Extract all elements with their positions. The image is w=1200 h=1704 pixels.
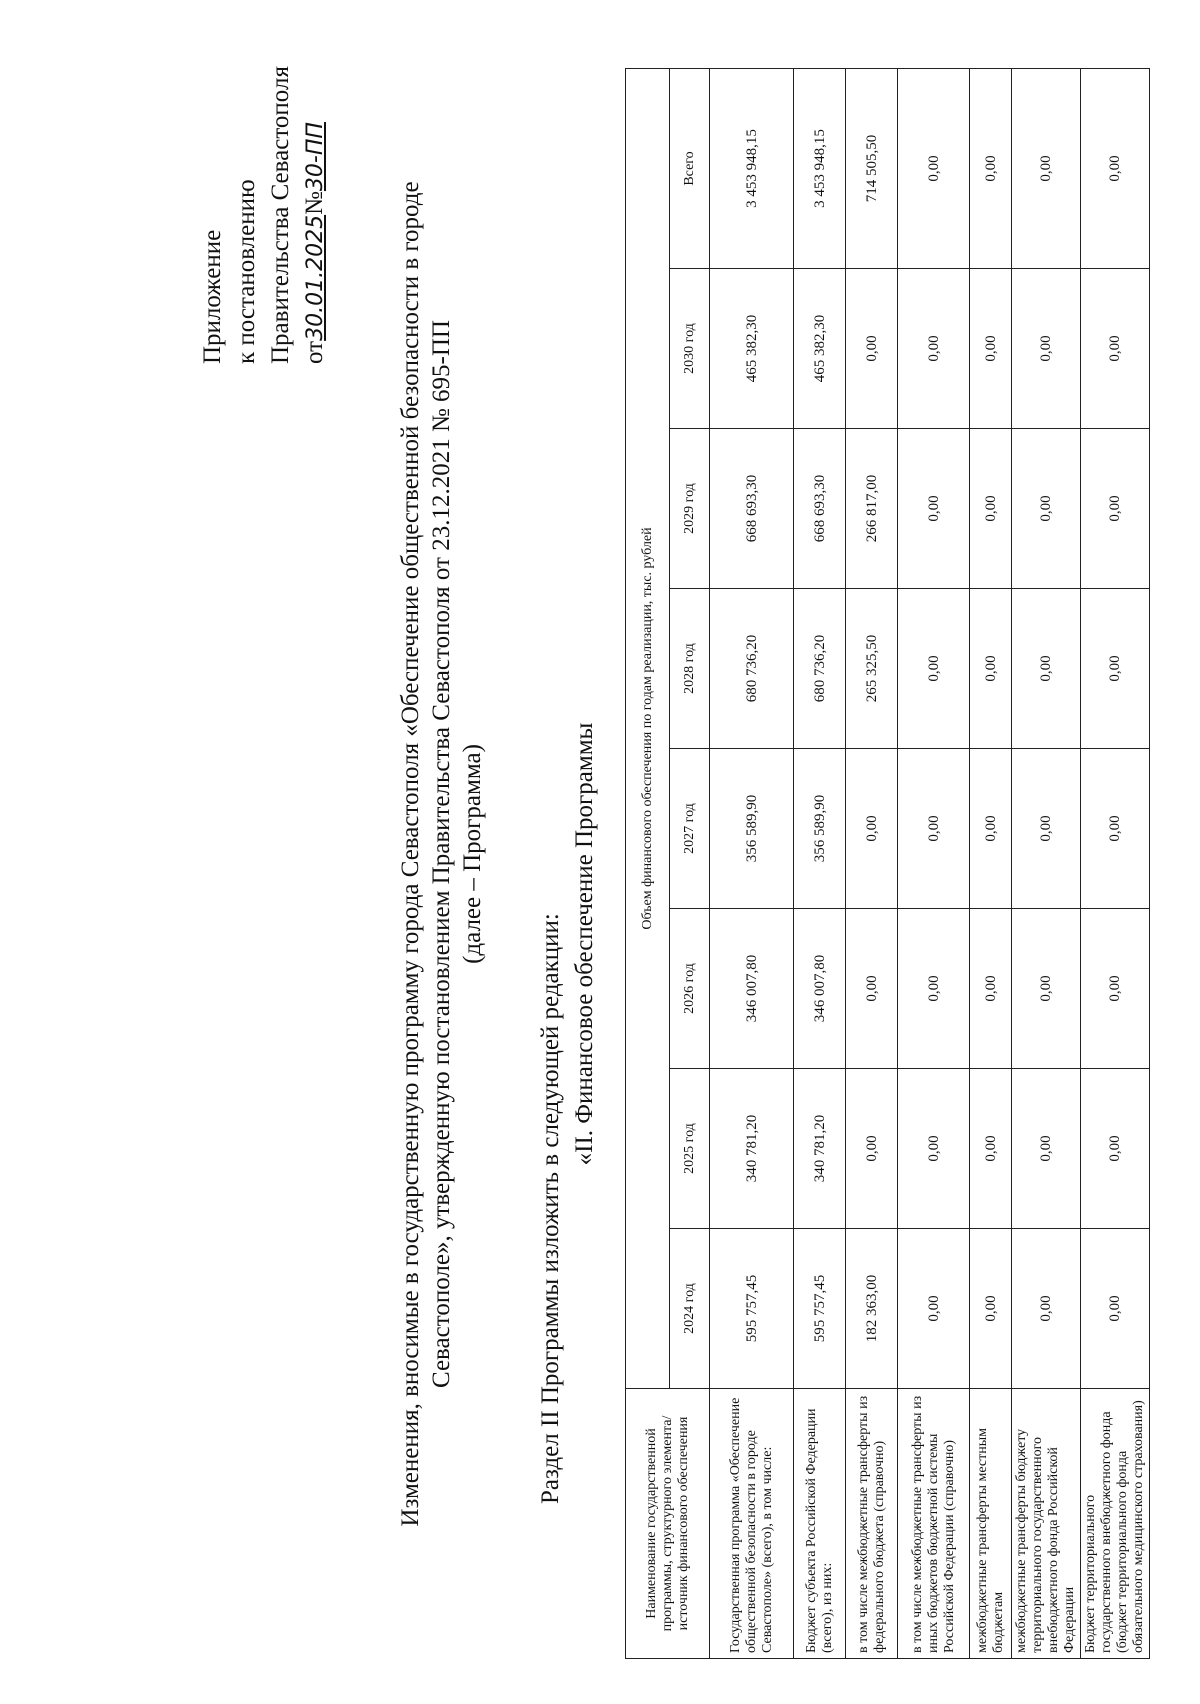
total-header: Всего	[670, 68, 710, 268]
cell-value: 0,00	[1081, 1069, 1150, 1229]
cell-total: 714 505,50	[846, 68, 898, 268]
volume-header: Объем финансового обеспечения по годам реализации, тыс. рублей	[626, 68, 670, 1388]
cell-value: 0,00	[970, 589, 1012, 749]
cell-value: 0,00	[898, 749, 970, 909]
cell-value: 0,00	[1081, 269, 1150, 429]
name-column-header: Наименование государственной программы, структурного элемента/источник финансового обеспечения	[626, 1389, 710, 1659]
cell-value: 266 817,00	[846, 429, 898, 589]
year-header: 2029 год	[670, 429, 710, 589]
row-name: Государственная программа «Обеспечение общественной безопасности в городе Севастополе» (всего), в том числе:	[710, 1389, 794, 1659]
approval-block	[196, 66, 333, 364]
cell-value: 465 382,30	[710, 269, 794, 429]
cell-value: 680 736,20	[710, 589, 794, 749]
table-row	[898, 68, 970, 1658]
cell-total: 0,00	[1081, 68, 1150, 268]
cell-value: 668 693,30	[794, 429, 846, 589]
date-prefix: от	[301, 340, 328, 364]
cell-value: 0,00	[898, 269, 970, 429]
cell-value: 668 693,30	[710, 429, 794, 589]
year-header: 2030 год	[670, 269, 710, 429]
cell-value: 0,00	[1081, 909, 1150, 1069]
cell-value: 0,00	[1012, 1069, 1081, 1229]
section-intro: Раздел II Программы изложить в следующей редакции:	[537, 913, 564, 1504]
changes-title	[395, 154, 488, 1554]
section-heading: «II. Финансовое обеспечение Программы	[571, 722, 598, 1166]
cell-value: 0,00	[1081, 429, 1150, 589]
cell-total: 0,00	[898, 68, 970, 268]
row-name: межбюджетные трансферты бюджету территориального государственного внебюджетного фонда Российской Федерации	[1012, 1389, 1081, 1659]
table-row	[970, 68, 1012, 1658]
table-row	[1081, 68, 1150, 1658]
cell-value: 0,00	[970, 909, 1012, 1069]
cell-value: 0,00	[898, 1069, 970, 1229]
cell-value: 0,00	[898, 1229, 970, 1389]
cell-value: 680 736,20	[794, 589, 846, 749]
cell-value: 465 382,30	[794, 269, 846, 429]
changes-title-line-3: (далее – Программа)	[459, 744, 486, 964]
year-header: 2024 год	[670, 1229, 710, 1389]
row-name: Бюджет субъекта Российской Федерации (всего), из них:	[794, 1389, 846, 1659]
financing-table	[625, 68, 1150, 1659]
table-row	[794, 68, 846, 1658]
cell-value: 0,00	[1012, 589, 1081, 749]
cell-value: 265 325,50	[846, 589, 898, 749]
handwritten-number: 30-ПП	[303, 122, 328, 192]
cell-value: 595 757,45	[710, 1229, 794, 1389]
cell-value: 356 589,90	[710, 749, 794, 909]
cell-value: 0,00	[898, 429, 970, 589]
cell-value: 356 589,90	[794, 749, 846, 909]
cell-value: 0,00	[1081, 749, 1150, 909]
cell-total: 0,00	[1012, 68, 1081, 268]
table-header-row	[626, 68, 670, 1658]
row-name: Бюджет территориального государственного внебюджетного фонда (бюджет территориального фонда обязательного медицинского страхования)	[1081, 1389, 1150, 1659]
cell-value: 0,00	[970, 1229, 1012, 1389]
table-row	[710, 68, 794, 1658]
cell-value: 0,00	[970, 269, 1012, 429]
row-name: в том числе межбюджетные трансферты из федерального бюджета (справочно)	[846, 1389, 898, 1659]
cell-value: 0,00	[1012, 269, 1081, 429]
cell-value: 0,00	[846, 749, 898, 909]
cell-value: 340 781,20	[710, 1069, 794, 1229]
year-header: 2028 год	[670, 589, 710, 749]
changes-title-line-2: Севастополе», утвержденную постановлением Правительства Севастополя от 23.12.2021 № 695-ПП	[428, 320, 455, 1389]
cell-value: 182 363,00	[846, 1229, 898, 1389]
cell-value: 0,00	[1081, 589, 1150, 749]
cell-value: 595 757,45	[794, 1229, 846, 1389]
year-header: 2025 год	[670, 1069, 710, 1229]
cell-total: 0,00	[970, 68, 1012, 268]
cell-value: 0,00	[1012, 1229, 1081, 1389]
cell-value: 0,00	[1081, 1229, 1150, 1389]
cell-value: 0,00	[846, 269, 898, 429]
approval-line-1: Приложение	[199, 229, 226, 364]
cell-value: 0,00	[846, 1069, 898, 1229]
changes-title-line-1: Изменения, вносимые в государственную программу города Севастополя «Обеспечение общественной безопасности в городе	[397, 181, 424, 1527]
cell-value: 0,00	[970, 429, 1012, 589]
approval-line-3: Правительства Севастополя	[267, 66, 294, 364]
cell-value: 0,00	[1012, 909, 1081, 1069]
cell-value: 340 781,20	[794, 1069, 846, 1229]
year-header: 2026 год	[670, 909, 710, 1069]
year-header: 2027 год	[670, 749, 710, 909]
cell-total: 3 453 948,15	[794, 68, 846, 268]
cell-value: 0,00	[846, 909, 898, 1069]
cell-value: 0,00	[1012, 429, 1081, 589]
cell-value: 0,00	[970, 1069, 1012, 1229]
approval-date-line	[298, 66, 333, 364]
cell-value: 0,00	[898, 589, 970, 749]
number-prefix: №	[301, 191, 328, 215]
cell-value: 346 007,80	[794, 909, 846, 1069]
cell-value: 0,00	[1012, 749, 1081, 909]
table-row	[1012, 68, 1081, 1658]
cell-value: 0,00	[970, 749, 1012, 909]
handwritten-date: 30.01.2025	[303, 214, 328, 341]
cell-value: 0,00	[898, 909, 970, 1069]
row-name: в том числе межбюджетные трансферты из иных бюджетов бюджетной системы Российской Федерации (справочно)	[898, 1389, 970, 1659]
cell-total: 3 453 948,15	[710, 68, 794, 268]
cell-value: 346 007,80	[710, 909, 794, 1069]
table-row	[846, 68, 898, 1658]
approval-line-2: к постановлению	[233, 179, 260, 364]
row-name: межбюджетные трансферты местным бюджетам	[970, 1389, 1012, 1659]
